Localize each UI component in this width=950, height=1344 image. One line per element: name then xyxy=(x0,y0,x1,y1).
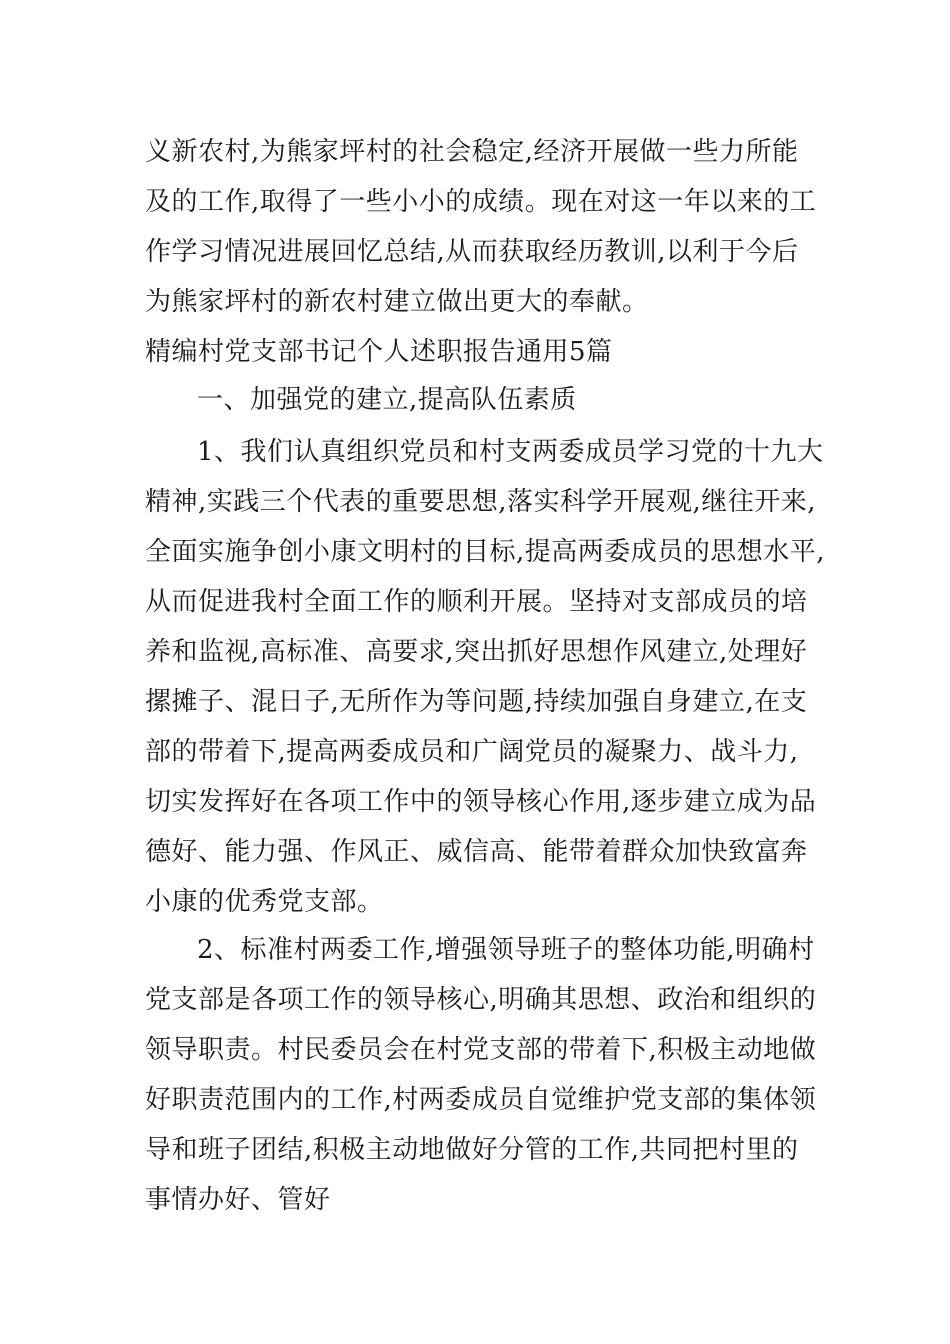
paragraph2-line-2: 党支部是各项工作的领导核心,明确其思想、政治和组织的 xyxy=(145,985,817,1015)
paragraph1-line-7: 部的带着下,提高两委成员和广阔党员的凝聚力、战斗力, xyxy=(145,737,799,767)
paragraph1-line-5: 养和监视,高标准、高要求,突出抓好思想作风建立,处理好 xyxy=(145,637,808,667)
paragraph1-line-3: 全面实施争创小康文明村的目标,提高两委成员的思想水平, xyxy=(145,537,826,567)
paragraph2-line-6: 事情办好、管好 xyxy=(145,1185,331,1215)
paragraph1-line-1: 1、我们认真组织党员和村支两委成员学习党的十九大 xyxy=(197,437,824,467)
paragraph2-line-5: 导和班子团结,积极主动地做好分管的工作,共同把村里的 xyxy=(145,1135,799,1165)
paragraph2-line-1: 2、标准村两委工作,增强领导班子的整体功能,明确村 xyxy=(197,935,815,965)
intro-line-4: 为熊家坪村的新农村建立做出更大的奉献。 xyxy=(145,287,649,317)
document-title: 精编村党支部书记个人述职报告通用5篇 xyxy=(145,337,613,367)
paragraph1-line-4: 从而促进我村全面工作的顺利开展。坚持对支部成员的培 xyxy=(145,587,808,617)
intro-line-3: 作学习情况进展回忆总结,从而获取经历教训,以利于今后 xyxy=(145,237,799,267)
paragraph1-line-2: 精神,实践三个代表的重要思想,落实科学开展观,继往开来, xyxy=(145,487,817,517)
paragraph1-line-8: 切实发挥好在各项工作中的领导核心作用,逐步建立成为品 xyxy=(145,787,817,817)
intro-line-1: 义新农村,为熊家坪村的社会稳定,经济开展做一些力所能 xyxy=(145,137,799,167)
paragraph1-line-9: 德好、能力强、作风正、威信高、能带着群众加快致富奔 xyxy=(145,837,808,867)
paragraph2-line-3: 领导职责。村民委员会在村党支部的带着下,积极主动地做 xyxy=(145,1035,817,1065)
intro-line-2: 及的工作,取得了一些小小的成绩。现在对这一年以来的工 xyxy=(145,187,817,217)
paragraph2-line-4: 好职责范围内的工作,村两委成员自觉维护党支部的集体领 xyxy=(145,1085,817,1115)
paragraph1-line-6: 摞摊子、混日子,无所作为等问题,持续加强自身建立,在支 xyxy=(145,687,808,717)
section-heading: 一、加强党的建立,提高队伍素质 xyxy=(197,385,577,415)
paragraph1-line-10: 小康的优秀党支部。 xyxy=(145,887,384,917)
